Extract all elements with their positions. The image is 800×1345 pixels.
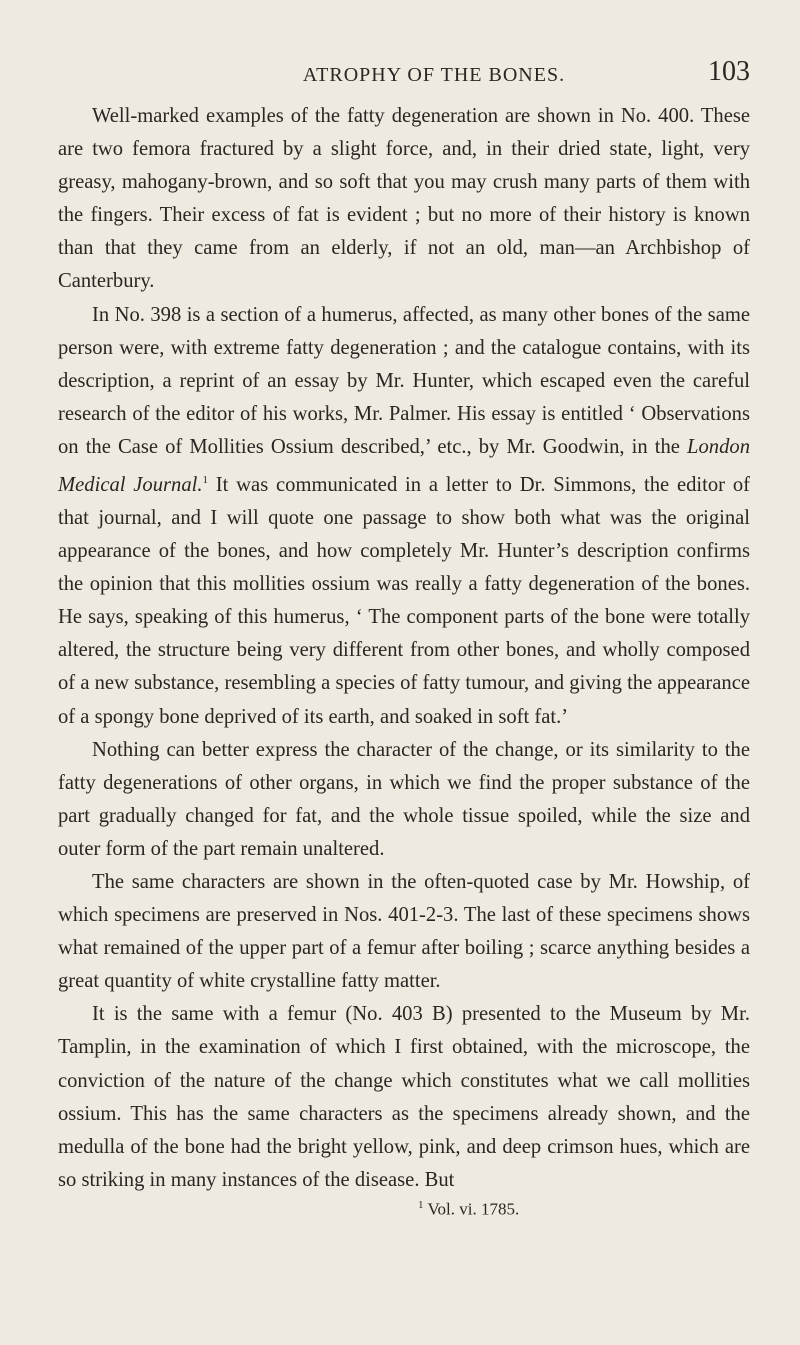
paragraph [58,299,750,734]
paragraph-text: In No. 398 is a section of a humerus, affected, as many other bones of the same person were, with extreme fatty degeneration ; and the catalogue contains, with its description, a reprint of an essay by Mr. Hunter, which escaped even the careful research of the editor of his works, Mr. Palmer. His essay is entitled ‘ Observations on the Case of Mollities Ossium described,’ etc., by Mr. Goodwin, in the [58,303,750,458]
footnote-reference: 1 [202,474,208,487]
page-header [58,54,750,94]
paragraph-text: It is the same with a femur (No. 403 B) presented to the Museum by Mr. Tamplin, in the examination of which I first obtained, with the microscope, the conviction of the nature of the change which constitutes what we call mollities ossium. This has the same characters as the specimens already shown, and the medulla of the bone had the bright yellow, pink, and deep crimson hues, which are so striking in many instances of the disease. But [58,1003,750,1191]
paragraph [58,998,750,1197]
paragraph-text: Well-marked examples of the fatty degeneration are shown in No. 400. These are two femora fractured by a slight force, and, in their dried state, light, very greasy, mahogany-brown, and so soft that you may crush many parts of them with the fingers. Their excess of fat is evident ; but no more of their history is known than that they came from an elderly, if not an old, man—an Archbishop of Canterbury. [58,105,750,293]
body-text [58,100,750,1197]
footnote-mark: 1 [418,1198,424,1211]
running-title: ATROPHY OF THE BONES. [302,64,566,86]
paragraph [58,866,750,998]
footnote [58,1199,750,1220]
page-number: 103 [708,56,750,87]
footnote-text: Vol. vi. 1785. [427,1199,520,1219]
paragraph [58,100,750,299]
paragraph-text: Nothing can better express the character of the change, or its similarity to the fatty degenerations of other organs, in which we find the proper substance of the part gradually changed for fat, and the whole tissue spoiled, while the size and outer form of the part remain unaltered. [58,738,750,860]
paragraph-text: The same characters are shown in the often-quoted case by Mr. Howship, of which specimens are preserved in Nos. 401-2-3. The last of these specimens shows what remained of the upper part of a femur after boiling ; scarce anything besides a great quantity of white crystalline fatty matter. [58,871,750,993]
paragraph [58,734,750,866]
italic-title: London Medical Journal. [58,435,750,496]
paragraph-text: It was communicated in a letter to Dr. Simmons, the editor of that journal, and I will quote one passage to show both what was the original appearance of the bones, and how completely Mr. Hunter’s description confirms the opinion that this mollities ossium was really a fatty degeneration of the bones. He says, speaking of this humerus, ‘ The component parts of the bone were totally altered, the structure being very different from other bones, and wholly composed of a new substance, resembling a species of fatty tumour, and giving the appearance of a spongy bone deprived of its earth, and soaked in soft fat.’ [58,473,750,728]
